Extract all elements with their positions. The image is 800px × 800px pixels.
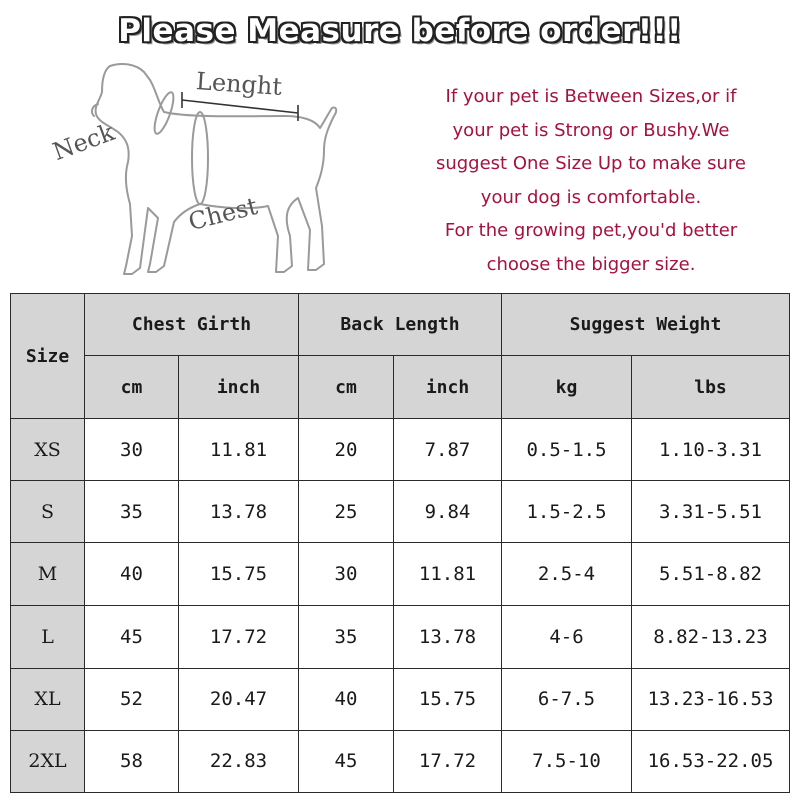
size-cell: M — [11, 543, 85, 605]
sizing-advice — [396, 80, 786, 282]
table-row — [11, 481, 790, 543]
size-chart-table — [10, 293, 790, 793]
table-row — [11, 605, 790, 668]
table-cell: 25 — [299, 481, 394, 543]
size-cell: XS — [11, 419, 85, 481]
size-cell: XL — [11, 668, 85, 730]
unit-header: inch — [394, 356, 502, 419]
table-cell: 0.5-1.5 — [502, 419, 632, 481]
table-cell: 45 — [299, 730, 394, 792]
table-cell: 8.82-13.23 — [632, 605, 790, 668]
table-row — [11, 668, 790, 730]
unit-header: kg — [502, 356, 632, 419]
table-cell: 3.31-5.51 — [632, 481, 790, 543]
chest-label: Chest — [185, 191, 261, 237]
table-header-row — [11, 294, 790, 356]
table-cell: 6-7.5 — [502, 668, 632, 730]
unit-header: lbs — [632, 356, 790, 419]
advice-line: your dog is comfortable. — [480, 186, 702, 208]
table-cell: 22.83 — [179, 730, 299, 792]
table-cell: 11.81 — [179, 419, 299, 481]
advice-line: suggest One Size Up to make sure — [435, 153, 747, 175]
table-cell: 1.10-3.31 — [632, 419, 790, 481]
table-cell: 13.78 — [394, 605, 502, 668]
advice-line: your pet is Strong or Bushy.We — [452, 119, 730, 141]
table-cell: 58 — [85, 730, 179, 792]
advice-line: For the growing pet,you'd better — [444, 220, 738, 242]
table-cell: 40 — [299, 668, 394, 730]
table-cell: 17.72 — [394, 730, 502, 792]
unit-header: cm — [85, 356, 179, 419]
back-length-header: Back Length — [299, 294, 502, 356]
table-cell: 16.53-22.05 — [632, 730, 790, 792]
size-cell: L — [11, 605, 85, 668]
table-cell: 7.5-10 — [502, 730, 632, 792]
chest-girth-header: Chest Girth — [85, 294, 299, 356]
table-cell: 1.5-2.5 — [502, 481, 632, 543]
table-cell: 40 — [85, 543, 179, 605]
size-cell: 2XL — [11, 730, 85, 792]
table-cell: 52 — [85, 668, 179, 730]
suggest-weight-header: Suggest Weight — [502, 294, 790, 356]
table-cell: 7.87 — [394, 419, 502, 481]
table-row — [11, 419, 790, 481]
unit-header: inch — [179, 356, 299, 419]
table-cell: 4-6 — [502, 605, 632, 668]
measurement-diagram — [40, 58, 370, 288]
table-cell: 11.81 — [394, 543, 502, 605]
neck-label: Neck — [49, 118, 119, 166]
length-label: Lenght — [195, 67, 283, 101]
table-cell: 5.51-8.82 — [632, 543, 790, 605]
table-cell: 15.75 — [179, 543, 299, 605]
table-cell: 15.75 — [394, 668, 502, 730]
size-cell: S — [11, 481, 85, 543]
table-row — [11, 730, 790, 792]
table-cell: 9.84 — [394, 481, 502, 543]
advice-line: If your pet is Between Sizes,or if — [445, 86, 737, 107]
table-cell: 30 — [299, 543, 394, 605]
table-unit-row — [11, 356, 790, 419]
table-cell: 20 — [299, 419, 394, 481]
table-row — [11, 543, 790, 605]
size-header: Size — [11, 294, 85, 419]
table-cell: 35 — [85, 481, 179, 543]
table-cell: 13.23-16.53 — [632, 668, 790, 730]
table-cell: 35 — [299, 605, 394, 668]
table-cell: 45 — [85, 605, 179, 668]
table-cell: 17.72 — [179, 605, 299, 668]
page-title: Please Measure before order!!! — [118, 13, 682, 49]
table-cell: 30 — [85, 419, 179, 481]
advice-line: choose the bigger size. — [486, 253, 696, 275]
unit-header: cm — [299, 356, 394, 419]
table-cell: 20.47 — [179, 668, 299, 730]
table-cell: 13.78 — [179, 481, 299, 543]
table-cell: 2.5-4 — [502, 543, 632, 605]
